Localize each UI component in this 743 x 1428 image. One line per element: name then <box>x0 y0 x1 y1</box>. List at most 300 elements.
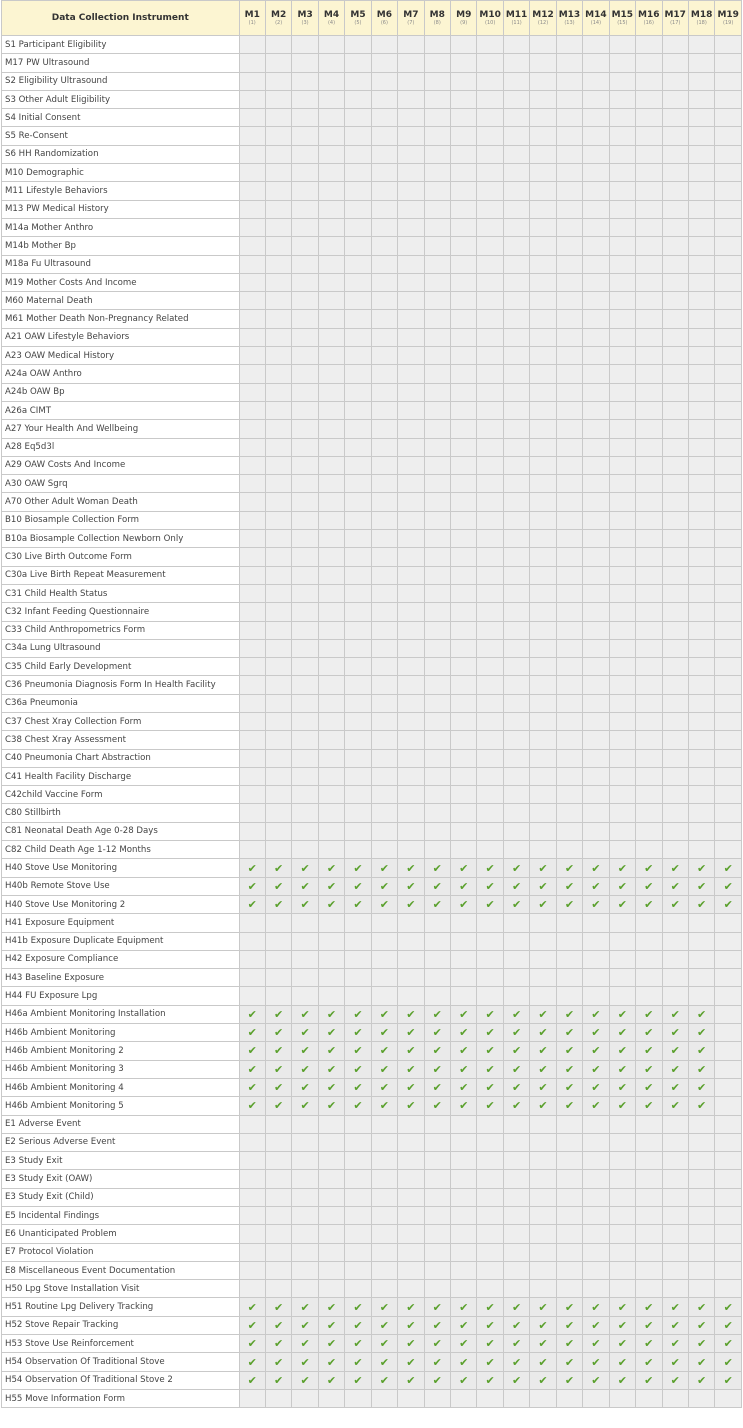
check-cell <box>239 1042 265 1060</box>
check-cell <box>318 895 344 913</box>
empty-cell <box>688 932 714 950</box>
empty-cell <box>398 712 424 730</box>
check-cell <box>292 1060 318 1078</box>
empty-cell <box>503 932 529 950</box>
empty-cell <box>451 1243 477 1261</box>
checkmark-icon: ✔ <box>326 1373 337 1387</box>
empty-cell <box>583 1207 609 1225</box>
event-label: M12 <box>532 9 554 20</box>
check-cell <box>398 1353 424 1371</box>
empty-cell <box>715 822 742 840</box>
table-row <box>2 584 742 602</box>
checkmark-icon: ✔ <box>485 898 495 912</box>
check-cell <box>583 1042 609 1060</box>
empty-cell <box>371 786 397 804</box>
check-cell <box>556 1316 582 1334</box>
empty-cell <box>609 54 635 72</box>
empty-cell <box>715 90 742 108</box>
empty-cell <box>477 347 503 365</box>
empty-cell <box>318 109 344 127</box>
empty-cell <box>503 749 529 767</box>
empty-cell <box>292 786 318 804</box>
empty-cell <box>398 1170 424 1188</box>
empty-cell <box>715 1005 742 1023</box>
empty-cell <box>477 639 503 657</box>
empty-cell <box>345 1243 371 1261</box>
check-cell <box>477 1024 503 1042</box>
empty-cell <box>398 530 424 548</box>
empty-cell <box>715 456 742 474</box>
checkmark-icon: ✔ <box>247 1318 257 1332</box>
empty-cell <box>265 1261 291 1279</box>
checkmark-icon: ✔ <box>247 1300 257 1314</box>
check-cell <box>583 1371 609 1389</box>
checkmark-icon: ✔ <box>406 1099 416 1113</box>
empty-cell <box>239 1389 265 1407</box>
event-column-header <box>715 1 742 36</box>
check-cell <box>451 1024 477 1042</box>
check-cell <box>715 1353 742 1371</box>
empty-cell <box>398 914 424 932</box>
check-cell <box>451 1371 477 1389</box>
empty-cell <box>530 1152 556 1170</box>
empty-cell <box>503 109 529 127</box>
checkmark-icon: ✔ <box>326 1099 337 1113</box>
instrument-name: S6 HH Randomization <box>2 145 240 163</box>
empty-cell <box>292 1207 318 1225</box>
empty-cell <box>318 749 344 767</box>
empty-cell <box>556 383 582 401</box>
check-cell <box>318 1005 344 1023</box>
check-cell <box>398 1097 424 1115</box>
empty-cell <box>583 438 609 456</box>
empty-cell <box>503 1243 529 1261</box>
check-cell <box>318 1298 344 1316</box>
check-cell <box>503 1371 529 1389</box>
check-cell <box>371 1097 397 1115</box>
empty-cell <box>398 969 424 987</box>
check-cell <box>609 1005 635 1023</box>
empty-cell <box>345 109 371 127</box>
empty-cell <box>583 658 609 676</box>
checkmark-icon: ✔ <box>247 1373 257 1387</box>
empty-cell <box>239 584 265 602</box>
empty-cell <box>477 54 503 72</box>
empty-cell <box>662 969 688 987</box>
empty-cell <box>239 127 265 145</box>
empty-cell <box>398 621 424 639</box>
check-cell <box>556 877 582 895</box>
check-cell <box>292 1005 318 1023</box>
empty-cell <box>424 1243 450 1261</box>
empty-cell <box>265 804 291 822</box>
empty-cell <box>583 1188 609 1206</box>
empty-cell <box>371 749 397 767</box>
empty-cell <box>424 164 450 182</box>
table-row <box>2 548 742 566</box>
empty-cell <box>609 1188 635 1206</box>
checkmark-icon: ✔ <box>485 1318 495 1332</box>
empty-cell <box>292 164 318 182</box>
empty-cell <box>345 1207 371 1225</box>
empty-cell <box>318 712 344 730</box>
checkmark-icon: ✔ <box>617 861 627 875</box>
check-cell <box>556 1097 582 1115</box>
checkmark-icon: ✔ <box>406 1081 416 1095</box>
instrument-name: E3 Study Exit (OAW) <box>2 1170 240 1188</box>
empty-cell <box>239 145 265 163</box>
check-cell <box>345 1371 371 1389</box>
empty-cell <box>345 712 371 730</box>
empty-cell <box>503 1207 529 1225</box>
empty-cell <box>477 822 503 840</box>
empty-cell <box>318 347 344 365</box>
event-number: (3) <box>301 19 309 26</box>
empty-cell <box>715 347 742 365</box>
table-row <box>2 237 742 255</box>
empty-cell <box>662 822 688 840</box>
check-cell <box>398 1078 424 1096</box>
empty-cell <box>688 1170 714 1188</box>
check-cell <box>556 1353 582 1371</box>
checkmark-icon: ✔ <box>511 1373 522 1387</box>
checkmark-icon: ✔ <box>247 1081 257 1095</box>
checkmark-icon: ✔ <box>511 898 522 912</box>
check-cell <box>636 1042 662 1060</box>
checkmark-icon: ✔ <box>538 1007 548 1021</box>
empty-cell <box>715 932 742 950</box>
empty-cell <box>556 987 582 1005</box>
empty-cell <box>556 54 582 72</box>
empty-cell <box>398 90 424 108</box>
check-cell <box>715 895 742 913</box>
check-cell <box>398 1005 424 1023</box>
empty-cell <box>609 493 635 511</box>
checkmark-icon: ✔ <box>353 1300 363 1314</box>
empty-cell <box>345 237 371 255</box>
check-cell <box>398 1024 424 1042</box>
event-column-header <box>345 1 371 36</box>
empty-cell <box>556 1225 582 1243</box>
instrument-name: M13 PW Medical History <box>2 200 240 218</box>
empty-cell <box>715 54 742 72</box>
check-cell <box>583 1316 609 1334</box>
empty-cell <box>609 932 635 950</box>
empty-cell <box>503 658 529 676</box>
empty-cell <box>424 109 450 127</box>
empty-cell <box>636 1188 662 1206</box>
checkmark-icon: ✔ <box>406 1062 416 1076</box>
check-cell <box>292 1024 318 1042</box>
empty-cell <box>503 804 529 822</box>
empty-cell <box>609 310 635 328</box>
check-cell <box>530 1078 556 1096</box>
empty-cell <box>556 511 582 529</box>
empty-cell <box>398 731 424 749</box>
empty-cell <box>371 804 397 822</box>
empty-cell <box>371 54 397 72</box>
empty-cell <box>688 822 714 840</box>
empty-cell <box>636 694 662 712</box>
empty-cell <box>715 1097 742 1115</box>
empty-cell <box>292 749 318 767</box>
empty-cell <box>345 603 371 621</box>
checkmark-icon: ✔ <box>247 1044 257 1058</box>
check-cell <box>530 1353 556 1371</box>
empty-cell <box>530 749 556 767</box>
checkmark-icon: ✔ <box>617 1026 627 1040</box>
checkmark-icon: ✔ <box>617 1062 627 1076</box>
empty-cell <box>636 145 662 163</box>
empty-cell <box>688 969 714 987</box>
check-cell <box>556 1005 582 1023</box>
empty-cell <box>424 932 450 950</box>
checkmark-icon: ✔ <box>485 1337 495 1351</box>
checkmark-icon: ✔ <box>591 1337 601 1351</box>
empty-cell <box>556 1243 582 1261</box>
empty-cell <box>715 749 742 767</box>
event-column-header <box>398 1 424 36</box>
empty-cell <box>451 914 477 932</box>
check-cell <box>424 1060 450 1078</box>
empty-cell <box>292 1225 318 1243</box>
empty-cell <box>371 1115 397 1133</box>
empty-cell <box>398 310 424 328</box>
check-cell <box>424 1353 450 1371</box>
table-row <box>2 1207 742 1225</box>
empty-cell <box>530 383 556 401</box>
empty-cell <box>239 54 265 72</box>
empty-cell <box>556 694 582 712</box>
check-cell <box>503 1316 529 1334</box>
checkmark-icon: ✔ <box>564 1062 575 1076</box>
empty-cell <box>345 127 371 145</box>
empty-cell <box>239 786 265 804</box>
empty-cell <box>636 438 662 456</box>
empty-cell <box>503 328 529 346</box>
empty-cell <box>662 218 688 236</box>
empty-cell <box>424 712 450 730</box>
empty-cell <box>371 676 397 694</box>
empty-cell <box>583 36 609 54</box>
empty-cell <box>662 1188 688 1206</box>
check-cell <box>662 1353 688 1371</box>
empty-cell <box>503 36 529 54</box>
checkmark-icon: ✔ <box>697 1318 707 1332</box>
checkmark-icon: ✔ <box>591 1044 601 1058</box>
empty-cell <box>636 310 662 328</box>
checkmark-icon: ✔ <box>459 1099 469 1113</box>
empty-cell <box>477 1280 503 1298</box>
empty-cell <box>292 401 318 419</box>
empty-cell <box>583 1115 609 1133</box>
empty-cell <box>609 36 635 54</box>
checkmark-icon: ✔ <box>300 1318 310 1332</box>
empty-cell <box>371 1243 397 1261</box>
empty-cell <box>371 145 397 163</box>
table-row <box>2 566 742 584</box>
check-cell <box>265 1353 291 1371</box>
checkmark-icon: ✔ <box>326 1062 337 1076</box>
empty-cell <box>636 90 662 108</box>
checkmark-icon: ✔ <box>300 1026 310 1040</box>
check-cell <box>371 1298 397 1316</box>
empty-cell <box>636 218 662 236</box>
empty-cell <box>477 914 503 932</box>
empty-cell <box>265 347 291 365</box>
checkmark-icon: ✔ <box>564 1081 575 1095</box>
event-number: (15) <box>617 19 628 26</box>
empty-cell <box>239 731 265 749</box>
check-cell <box>292 859 318 877</box>
checkmark-icon: ✔ <box>697 1373 707 1387</box>
empty-cell <box>398 420 424 438</box>
empty-cell <box>583 1261 609 1279</box>
empty-cell <box>318 127 344 145</box>
check-cell <box>662 1042 688 1060</box>
empty-cell <box>371 493 397 511</box>
empty-cell <box>715 310 742 328</box>
empty-cell <box>265 90 291 108</box>
empty-cell <box>662 1170 688 1188</box>
checkmark-icon: ✔ <box>247 898 257 912</box>
empty-cell <box>636 456 662 474</box>
checkmark-icon: ✔ <box>300 1373 310 1387</box>
empty-cell <box>265 438 291 456</box>
check-cell <box>503 1042 529 1060</box>
empty-cell <box>398 438 424 456</box>
empty-cell <box>345 639 371 657</box>
empty-cell <box>503 1170 529 1188</box>
checkmark-icon: ✔ <box>247 1099 257 1113</box>
checkmark-icon: ✔ <box>406 1026 416 1040</box>
event-label: M7 <box>403 9 419 20</box>
instrument-name: A26a CIMT <box>2 401 240 419</box>
empty-cell <box>636 237 662 255</box>
checkmark-icon: ✔ <box>670 1026 680 1040</box>
check-cell <box>424 1371 450 1389</box>
empty-cell <box>583 1389 609 1407</box>
empty-cell <box>688 1133 714 1151</box>
empty-cell <box>715 182 742 200</box>
check-cell <box>345 1042 371 1060</box>
check-cell <box>556 1042 582 1060</box>
empty-cell <box>609 1170 635 1188</box>
empty-cell <box>398 255 424 273</box>
empty-cell <box>715 987 742 1005</box>
empty-cell <box>477 401 503 419</box>
checkmark-icon: ✔ <box>511 1355 522 1369</box>
event-column-header <box>451 1 477 36</box>
checkmark-icon: ✔ <box>300 1337 310 1351</box>
checkmark-icon: ✔ <box>300 1062 310 1076</box>
empty-cell <box>530 72 556 90</box>
empty-cell <box>451 182 477 200</box>
empty-cell <box>239 932 265 950</box>
empty-cell <box>239 182 265 200</box>
empty-cell <box>688 328 714 346</box>
empty-cell <box>583 822 609 840</box>
empty-cell <box>292 822 318 840</box>
empty-cell <box>715 1024 742 1042</box>
checkmark-icon: ✔ <box>538 1337 548 1351</box>
empty-cell <box>371 767 397 785</box>
check-cell <box>292 1298 318 1316</box>
checkmark-icon: ✔ <box>591 898 601 912</box>
empty-cell <box>636 658 662 676</box>
empty-cell <box>292 493 318 511</box>
event-number: (4) <box>327 19 336 26</box>
empty-cell <box>503 1133 529 1151</box>
check-cell <box>583 1298 609 1316</box>
empty-cell <box>451 969 477 987</box>
check-cell <box>318 1042 344 1060</box>
empty-cell <box>265 273 291 291</box>
empty-cell <box>371 109 397 127</box>
empty-cell <box>530 950 556 968</box>
empty-cell <box>662 365 688 383</box>
check-cell <box>662 1335 688 1353</box>
check-cell <box>688 895 714 913</box>
event-label: M10 <box>479 9 501 20</box>
empty-cell <box>636 1152 662 1170</box>
empty-cell <box>688 603 714 621</box>
table-row <box>2 676 742 694</box>
empty-cell <box>688 1207 714 1225</box>
empty-cell <box>424 438 450 456</box>
checkmark-icon: ✔ <box>274 1300 284 1314</box>
check-cell <box>715 859 742 877</box>
checkmark-icon: ✔ <box>670 1081 680 1095</box>
checkmark-icon: ✔ <box>432 1007 442 1021</box>
empty-cell <box>556 1133 582 1151</box>
empty-cell <box>477 1225 503 1243</box>
empty-cell <box>556 584 582 602</box>
empty-cell <box>583 347 609 365</box>
checkmark-icon: ✔ <box>723 1318 733 1332</box>
empty-cell <box>688 1389 714 1407</box>
checkmark-icon: ✔ <box>644 1300 654 1314</box>
empty-cell <box>371 182 397 200</box>
check-cell <box>371 1078 397 1096</box>
check-cell <box>636 1078 662 1096</box>
empty-cell <box>345 72 371 90</box>
empty-cell <box>451 72 477 90</box>
empty-cell <box>371 383 397 401</box>
checkmark-icon: ✔ <box>379 1337 390 1351</box>
empty-cell <box>503 950 529 968</box>
empty-cell <box>318 731 344 749</box>
empty-cell <box>318 786 344 804</box>
empty-cell <box>239 401 265 419</box>
empty-cell <box>503 292 529 310</box>
table-row <box>2 822 742 840</box>
empty-cell <box>530 987 556 1005</box>
instrument-name: C34a Lung Ultrasound <box>2 639 240 657</box>
event-label: M19 <box>717 9 739 20</box>
empty-cell <box>371 1225 397 1243</box>
empty-cell <box>265 328 291 346</box>
grid-body <box>2 36 742 1408</box>
check-cell <box>371 1042 397 1060</box>
empty-cell <box>556 456 582 474</box>
empty-cell <box>688 493 714 511</box>
empty-cell <box>715 566 742 584</box>
check-cell <box>662 859 688 877</box>
empty-cell <box>477 987 503 1005</box>
checkmark-icon: ✔ <box>459 1044 469 1058</box>
empty-cell <box>530 639 556 657</box>
